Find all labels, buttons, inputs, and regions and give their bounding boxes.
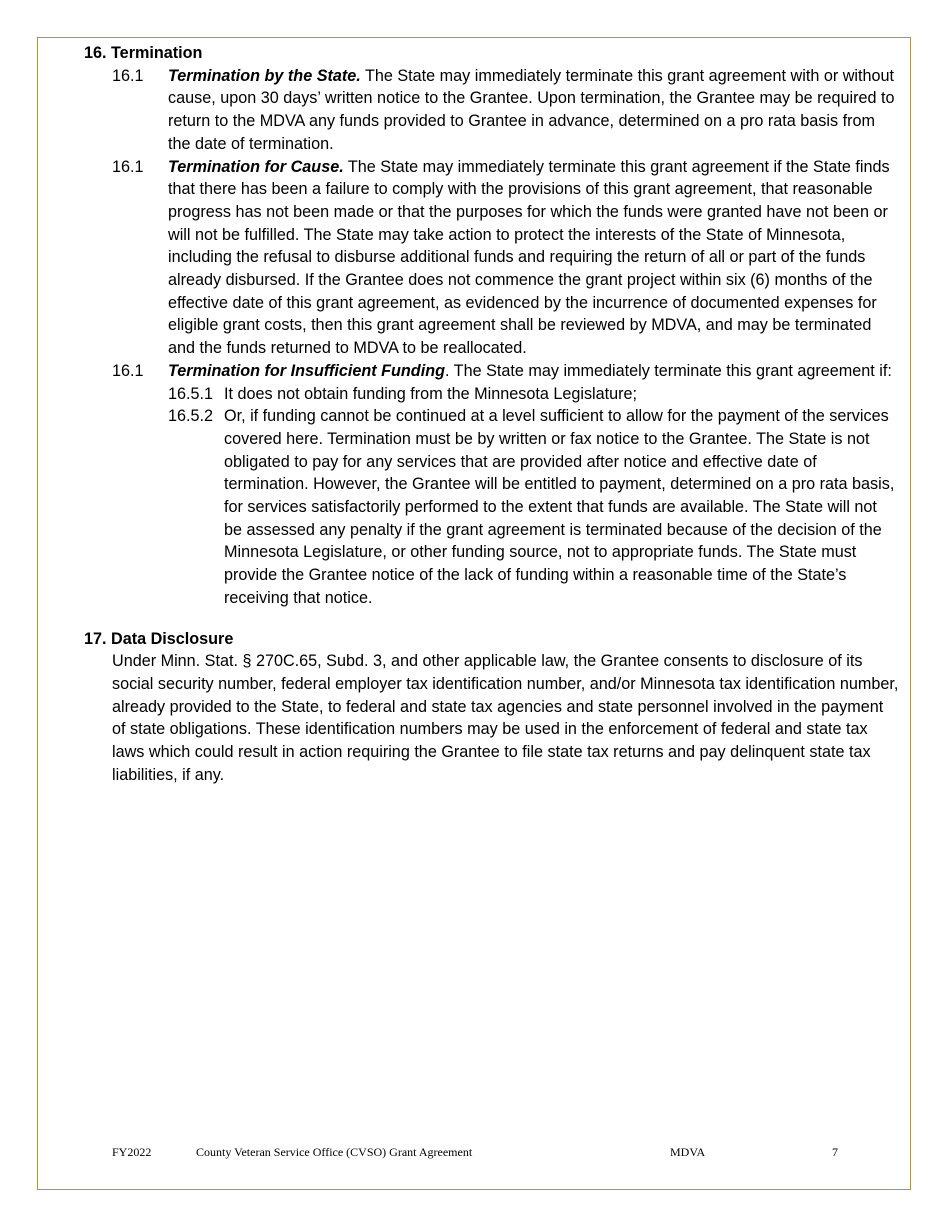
subclause-number: 16.5.1 [168, 384, 214, 403]
section-17-text: Under Minn. Stat. § 270C.65, Subd. 3, and other applicable law, the Grantee consents to disclosure of its social security number, federal employer tax identification number, and/or Minnesota tax identification number, already provided to the State, to federal and state tax agencies and state personnel involved in the payment of state obligations. These identification numbers may be used in the enforcement of federal and state tax laws which could result in action requiring the Grantee to file state tax returns and pay delinquent state tax liabilities, if any. [112, 652, 899, 784]
subclause-16-5-1 [84, 383, 899, 406]
clause-title: Termination for Cause. [168, 157, 344, 176]
page-footer [0, 1145, 950, 1161]
clause-title: Termination by the State. [168, 66, 361, 85]
subclause-text: It does not obtain funding from the Minnesota Legislature; [224, 384, 638, 403]
footer-fiscal-year: FY2022 [112, 1145, 152, 1159]
subclause-number: 16.5.2 [168, 407, 214, 426]
clause-title: Termination for Insufficient Funding [168, 361, 445, 380]
footer-agency: MDVA [670, 1145, 706, 1159]
section-16-heading: 16. Termination [84, 44, 203, 62]
clause-number: 16.1 [112, 157, 144, 176]
document-body [84, 42, 899, 787]
clause-number: 16.1 [112, 66, 144, 85]
clause-text: The State may immediately terminate this grant agreement with or without cause, upon 30 days’ written notice to the Grantee. Upon termination, the Grantee may be required to return to the MDVA any funds provided to Grantee in advance, determined on a pro rata basis from the date of termination. [168, 66, 895, 153]
section-17-heading: 17. Data Disclosure [84, 629, 234, 648]
footer-document-title: County Veteran Service Office (CVSO) Grant Agreement [196, 1145, 473, 1159]
clause-text: The State may immediately terminate this grant agreement if the State finds that there has been a failure to comply with the provisions of this grant agreement, that reasonable progress has not been made or that the purposes for which the funds were granted have not been or will not be fulfilled. The State may take action to protect the interests of the State of Minnesota, including the refusal to disburse additional funds and requiring the return of all or part of the funds already disbursed. If the Grantee does not commence the grant project within six (6) months of the effective date of this grant agreement, as evidenced by the incurrence of documented expenses for eligible grant costs, then this grant agreement shall be reviewed by MDVA, and may be terminated and the funds returned to MDVA to be reallocated. [168, 157, 890, 358]
clause-number: 16.1 [112, 361, 144, 380]
section-spacer [84, 610, 899, 628]
clause-termination-insufficient-funding [84, 360, 899, 383]
clause-termination-for-cause [84, 156, 899, 360]
footer-page-number: 7 [832, 1145, 838, 1159]
clause-termination-by-state [84, 65, 899, 156]
subclause-text: Or, if funding cannot be continued at a level sufficient to allow for the payment of the services covered here. Termination must be by written or fax notice to the Grantee. The State is not obligated to pay for any services that are provided after notice and effective date of termination. However, the Grantee will be entitled to payment, determined on a pro rata basis, for services satisfactorily performed to the extent that funds are available. The State will not be assessed any penalty if the grant agreement is terminated because of the decision of the Minnesota Legislature, or other funding source, not to appropriate funds. The State must provide the Grantee notice of the lack of funding within a reasonable time of the State’s receiving that notice. [224, 407, 895, 607]
clause-text: . The State may immediately terminate this grant agreement if: [444, 361, 892, 380]
subclause-16-5-2 [84, 405, 899, 609]
